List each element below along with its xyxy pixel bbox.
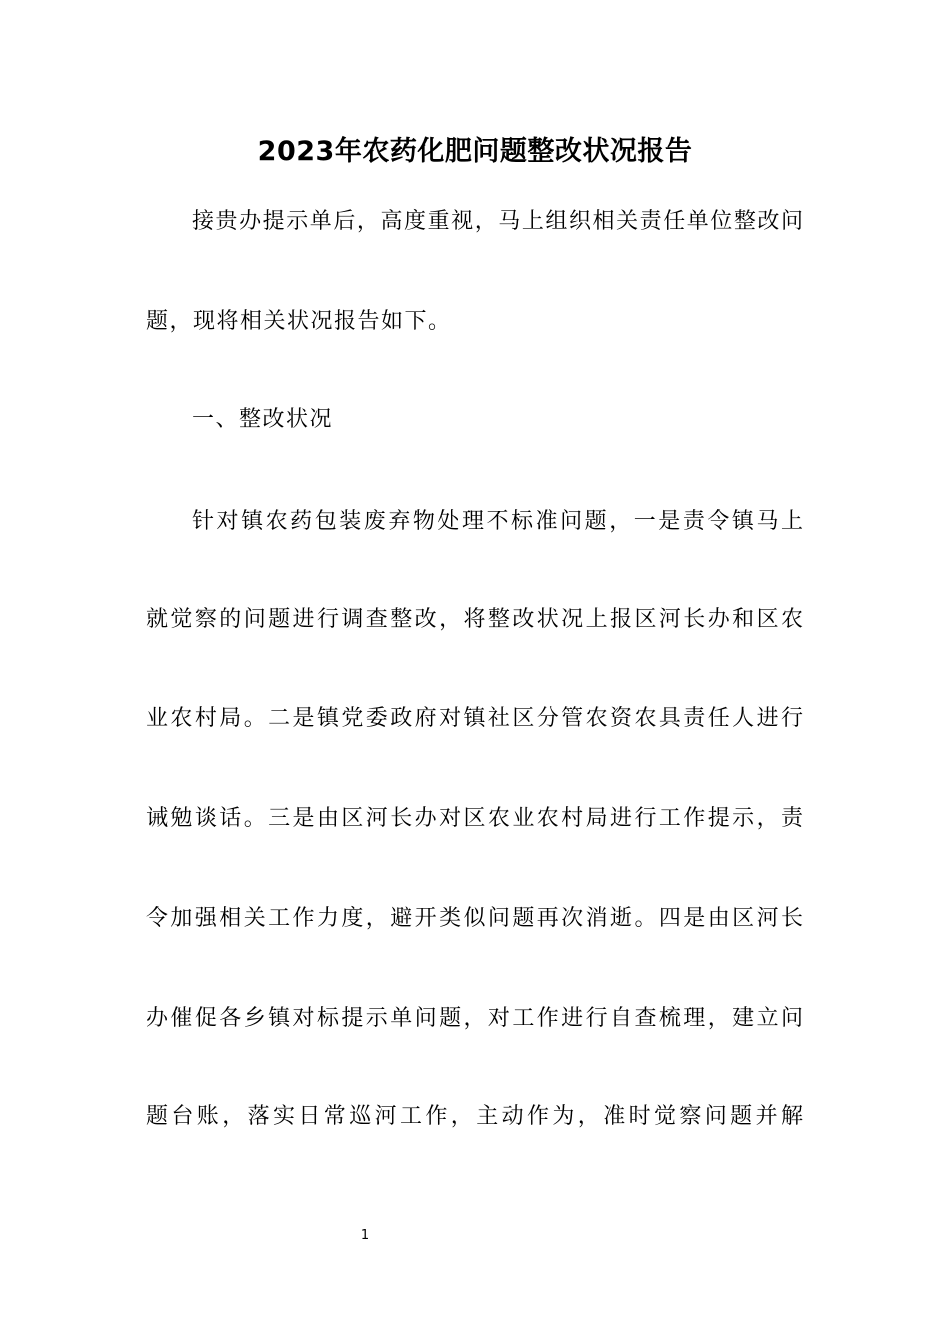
paragraph-line: 题台账，落实日常巡河工作，主动作为，准时觉察问题并解 — [146, 1104, 803, 1129]
paragraph-line: 就觉察的问题进行调查整改，将整改状况上报区河长办和区农 — [146, 607, 803, 632]
section-heading: 一、整改状况 — [192, 407, 334, 432]
paragraph-line: 题，现将相关状况报告如下。 — [146, 309, 452, 334]
paragraph-line: 令加强相关工作力度，避开类似问题再次消逝。四是由区河长 — [146, 906, 803, 931]
paragraph-line: 业农村局。二是镇党委政府对镇社区分管农资农具责任人进行 — [146, 706, 803, 731]
document-title: 2023年农药化肥问题整改状况报告 — [257, 136, 693, 167]
paragraph-line: 接贵办提示单后，高度重视，马上组织相关责任单位整改问 — [192, 209, 803, 234]
page-number: 1 — [360, 1228, 370, 1243]
paragraph-line: 诫勉谈话。三是由区河长办对区农业农村局进行工作提示，责 — [146, 806, 803, 831]
paragraph-line: 办催促各乡镇对标提示单问题，对工作进行自查梳理，建立问 — [146, 1006, 803, 1031]
paragraph-line: 针对镇农药包装废弃物处理不标准问题，一是责令镇马上 — [192, 509, 803, 534]
